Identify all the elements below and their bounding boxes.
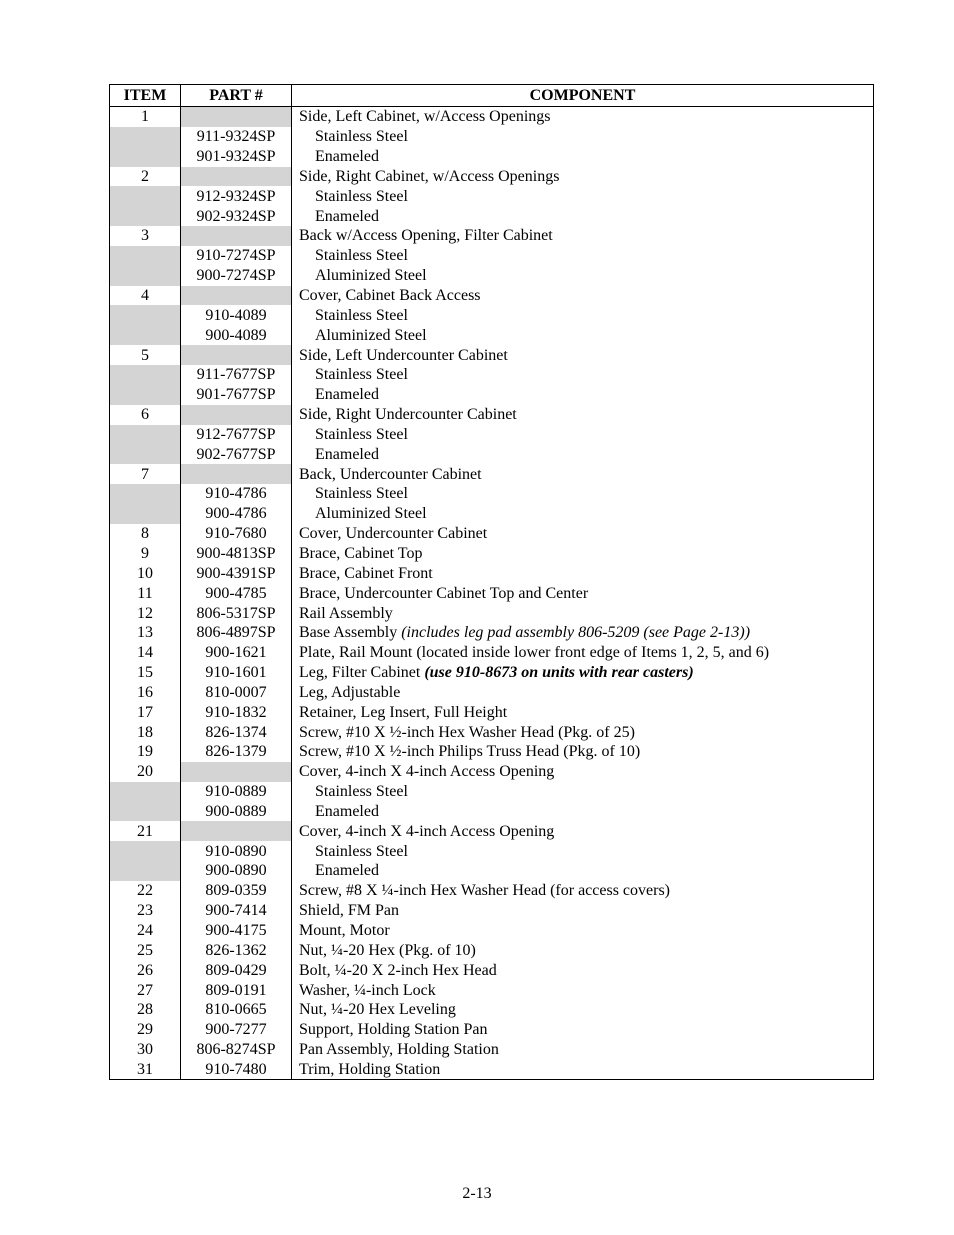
table-row: [110, 901, 874, 921]
item-number-cell: [110, 484, 181, 504]
component-cell: [292, 603, 874, 623]
part-number-cell: 910-0890: [181, 841, 292, 861]
item-number-cell: 27: [110, 980, 181, 1000]
component-text: Stainless Steel: [315, 187, 408, 205]
component-cell: [292, 1040, 874, 1060]
table-row: [110, 464, 874, 484]
component-cell: [292, 623, 874, 643]
item-number-cell: 3: [110, 226, 181, 246]
component-cell: [292, 405, 874, 425]
item-number-cell: 21: [110, 821, 181, 841]
component-cell: [292, 385, 874, 405]
table-row: [110, 246, 874, 266]
part-number-cell: [181, 286, 292, 306]
component-text: Screw, #10 X ½-inch Philips Truss Head (Pkg. of 10): [299, 743, 641, 761]
part-number-cell: 809-0359: [181, 881, 292, 901]
table-row: [110, 186, 874, 206]
part-number-cell: 806-4897SP: [181, 623, 292, 643]
component-text: Cover, Cabinet Back Access: [299, 287, 481, 305]
part-number-cell: 911-7677SP: [181, 365, 292, 385]
table-row: [110, 524, 874, 544]
component-cell: [292, 583, 874, 603]
component-text: Plate, Rail Mount (located inside lower front edge of Items 1, 2, 5, and 6): [299, 644, 770, 662]
component-text: Stainless Steel: [315, 842, 408, 860]
component-text: Side, Left Undercounter Cabinet: [299, 346, 508, 364]
component-text: Side, Left Cabinet, w/Access Openings: [299, 108, 551, 126]
part-number-cell: 901-7677SP: [181, 385, 292, 405]
table-row: [110, 365, 874, 385]
header-item: ITEM: [110, 85, 181, 107]
part-number-cell: 809-0429: [181, 960, 292, 980]
parts-table-body: [110, 107, 874, 1080]
part-number-cell: 911-9324SP: [181, 127, 292, 147]
item-number-cell: 11: [110, 583, 181, 603]
component-text: Cover, 4-inch X 4-inch Access Opening: [299, 822, 555, 840]
component-text: Screw, #10 X ½-inch Hex Washer Head (Pkg. of 25): [299, 723, 635, 741]
item-number-cell: 2: [110, 167, 181, 187]
part-number-cell: 900-0890: [181, 861, 292, 881]
page-number: 2-13: [462, 1185, 492, 1202]
table-row: [110, 821, 874, 841]
component-text: Enameled: [315, 802, 379, 820]
item-number-cell: [110, 365, 181, 385]
component-text: Aluminized Steel: [315, 267, 427, 285]
table-row: [110, 881, 874, 901]
component-text: Enameled: [315, 445, 379, 463]
component-text: Nut, ¼-20 Hex (Pkg. of 10): [299, 941, 476, 959]
component-text: Base Assembly: [299, 624, 402, 642]
part-number-cell: 910-0889: [181, 782, 292, 802]
item-number-cell: [110, 385, 181, 405]
item-number-cell: [110, 425, 181, 445]
component-text: Back w/Access Opening, Filter Cabinet: [299, 227, 553, 245]
table-header-row: [110, 85, 874, 107]
item-number-cell: [110, 147, 181, 167]
part-number-cell: 912-9324SP: [181, 186, 292, 206]
part-number-cell: 900-7277: [181, 1020, 292, 1040]
item-number-cell: 23: [110, 901, 181, 921]
component-text: Brace, Cabinet Top: [299, 544, 423, 562]
table-row: [110, 1000, 874, 1020]
table-row: [110, 345, 874, 365]
part-number-cell: 900-0889: [181, 802, 292, 822]
part-number-cell: 810-0007: [181, 682, 292, 702]
component-text: Mount, Motor: [299, 922, 390, 940]
item-number-cell: 29: [110, 1020, 181, 1040]
table-row: [110, 325, 874, 345]
table-row: [110, 861, 874, 881]
component-cell: [292, 980, 874, 1000]
part-number-cell: 826-1374: [181, 722, 292, 742]
component-text: Rail Assembly: [299, 604, 393, 622]
component-cell: [292, 960, 874, 980]
table-row: [110, 1060, 874, 1080]
component-cell: [292, 425, 874, 445]
part-number-cell: 901-9324SP: [181, 147, 292, 167]
item-number-cell: 4: [110, 286, 181, 306]
part-number-cell: 826-1379: [181, 742, 292, 762]
table-row: [110, 444, 874, 464]
component-text: Leg, Adjustable: [299, 683, 401, 701]
component-cell: [292, 544, 874, 564]
component-text: Stainless Steel: [315, 306, 408, 324]
part-number-cell: 806-8274SP: [181, 1040, 292, 1060]
table-row: [110, 425, 874, 445]
item-number-cell: 17: [110, 702, 181, 722]
table-row: [110, 782, 874, 802]
component-cell: [292, 782, 874, 802]
table-row: [110, 702, 874, 722]
component-text: Pan Assembly, Holding Station: [299, 1041, 499, 1059]
component-cell: [292, 504, 874, 524]
item-number-cell: 8: [110, 524, 181, 544]
item-number-cell: [110, 504, 181, 524]
component-cell: [292, 921, 874, 941]
part-number-cell: 826-1362: [181, 940, 292, 960]
table-row: [110, 802, 874, 822]
component-cell: [292, 484, 874, 504]
table-row: [110, 544, 874, 564]
item-number-cell: [110, 127, 181, 147]
table-row: [110, 960, 874, 980]
component-text: Stainless Steel: [315, 425, 408, 443]
item-number-cell: 12: [110, 603, 181, 623]
component-text: Stainless Steel: [315, 366, 408, 384]
table-row: [110, 603, 874, 623]
component-cell: [292, 861, 874, 881]
table-row: [110, 1040, 874, 1060]
component-cell: [292, 881, 874, 901]
item-number-cell: 22: [110, 881, 181, 901]
table-row: [110, 167, 874, 187]
component-text: Enameled: [315, 862, 379, 880]
part-number-cell: 912-7677SP: [181, 425, 292, 445]
header-component: COMPONENT: [292, 85, 874, 107]
part-number-cell: 806-5317SP: [181, 603, 292, 623]
table-row: [110, 921, 874, 941]
part-number-cell: [181, 464, 292, 484]
component-text: Stainless Steel: [315, 247, 408, 265]
component-cell: [292, 762, 874, 782]
item-number-cell: 26: [110, 960, 181, 980]
item-number-cell: 16: [110, 682, 181, 702]
component-text: Stainless Steel: [315, 485, 408, 503]
item-number-cell: [110, 861, 181, 881]
part-number-cell: [181, 345, 292, 365]
table-row: [110, 504, 874, 524]
component-text: Bolt, ¼-20 X 2-inch Hex Head: [299, 961, 497, 979]
part-number-cell: 902-7677SP: [181, 444, 292, 464]
component-cell: [292, 325, 874, 345]
part-number-cell: 910-4786: [181, 484, 292, 504]
component-text: Stainless Steel: [315, 128, 408, 146]
component-cell: [292, 821, 874, 841]
component-cell: [292, 940, 874, 960]
item-number-cell: 28: [110, 1000, 181, 1020]
component-text: Washer, ¼-inch Lock: [299, 981, 436, 999]
item-number-cell: [110, 444, 181, 464]
component-cell: [292, 682, 874, 702]
part-number-cell: [181, 167, 292, 187]
part-number-cell: [181, 405, 292, 425]
part-number-cell: 900-4089: [181, 325, 292, 345]
table-row: [110, 385, 874, 405]
item-number-cell: 30: [110, 1040, 181, 1060]
component-cell: [292, 266, 874, 286]
table-row: [110, 305, 874, 325]
part-number-cell: 910-1601: [181, 663, 292, 683]
component-cell: [292, 802, 874, 822]
table-row: [110, 742, 874, 762]
component-cell: [292, 1020, 874, 1040]
part-number-cell: 900-4813SP: [181, 544, 292, 564]
item-number-cell: 6: [110, 405, 181, 425]
item-number-cell: 25: [110, 940, 181, 960]
table-row: [110, 623, 874, 643]
component-cell: [292, 226, 874, 246]
item-number-cell: [110, 782, 181, 802]
component-text: Shield, FM Pan: [299, 902, 400, 920]
item-number-cell: 1: [110, 107, 181, 127]
table-row: [110, 980, 874, 1000]
item-number-cell: [110, 325, 181, 345]
item-number-cell: [110, 305, 181, 325]
table-row: [110, 682, 874, 702]
component-text: Stainless Steel: [315, 783, 408, 801]
table-row: [110, 841, 874, 861]
item-number-cell: 19: [110, 742, 181, 762]
part-number-cell: [181, 107, 292, 127]
part-number-cell: 902-9324SP: [181, 206, 292, 226]
component-text: Trim, Holding Station: [299, 1060, 441, 1078]
component-cell: [292, 742, 874, 762]
table-row: [110, 147, 874, 167]
component-cell: [292, 286, 874, 306]
component-cell: [292, 167, 874, 187]
component-cell: [292, 345, 874, 365]
component-text: Aluminized Steel: [315, 505, 427, 523]
table-row: [110, 722, 874, 742]
item-number-cell: 13: [110, 623, 181, 643]
parts-table: [109, 84, 874, 1080]
component-cell: [292, 702, 874, 722]
item-number-cell: 5: [110, 345, 181, 365]
part-number-cell: 900-4785: [181, 583, 292, 603]
component-cell: [292, 563, 874, 583]
table-row: [110, 127, 874, 147]
part-number-cell: 900-4786: [181, 504, 292, 524]
component-cell: [292, 663, 874, 683]
part-number-cell: 900-7274SP: [181, 266, 292, 286]
item-number-cell: 24: [110, 921, 181, 941]
table-row: [110, 286, 874, 306]
component-text: Screw, #8 X ¼-inch Hex Washer Head (for access covers): [299, 882, 671, 900]
component-cell: [292, 1000, 874, 1020]
table-row: [110, 663, 874, 683]
component-text: Side, Right Undercounter Cabinet: [299, 406, 517, 424]
component-text: Back, Undercounter Cabinet: [299, 465, 482, 483]
component-cell: [292, 186, 874, 206]
part-number-cell: 910-7480: [181, 1060, 292, 1080]
part-number-cell: 810-0665: [181, 1000, 292, 1020]
component-text: Brace, Cabinet Front: [299, 564, 433, 582]
component-text: Enameled: [315, 386, 379, 404]
component-text: Retainer, Leg Insert, Full Height: [299, 703, 508, 721]
table-row: [110, 563, 874, 583]
part-number-cell: 900-7414: [181, 901, 292, 921]
table-row: [110, 643, 874, 663]
component-text: Enameled: [315, 148, 379, 166]
component-text: Nut, ¼-20 Hex Leveling: [299, 1001, 456, 1019]
item-number-cell: [110, 802, 181, 822]
table-row: [110, 484, 874, 504]
table-row: [110, 940, 874, 960]
table-row: [110, 107, 874, 127]
component-text: Leg, Filter Cabinet: [299, 664, 425, 682]
table-row: [110, 762, 874, 782]
component-cell: [292, 127, 874, 147]
item-number-cell: 18: [110, 722, 181, 742]
header-part-number: PART #: [181, 85, 292, 107]
item-number-cell: [110, 246, 181, 266]
component-cell: [292, 206, 874, 226]
part-number-cell: 900-1621: [181, 643, 292, 663]
part-number-cell: 809-0191: [181, 980, 292, 1000]
component-text: Side, Right Cabinet, w/Access Openings: [299, 167, 560, 185]
component-cell: [292, 365, 874, 385]
component-text: Support, Holding Station Pan: [299, 1021, 488, 1039]
item-number-cell: 7: [110, 464, 181, 484]
component-note: (includes leg pad assembly 806-5209 (see Page 2-13)): [401, 624, 751, 642]
component-cell: [292, 1060, 874, 1080]
item-number-cell: 9: [110, 544, 181, 564]
component-text: Enameled: [315, 207, 379, 225]
component-text: Cover, 4-inch X 4-inch Access Opening: [299, 763, 555, 781]
table-row: [110, 405, 874, 425]
item-number-cell: 14: [110, 643, 181, 663]
component-cell: [292, 464, 874, 484]
part-number-cell: 910-7274SP: [181, 246, 292, 266]
component-cell: [292, 524, 874, 544]
table-row: [110, 1020, 874, 1040]
component-cell: [292, 841, 874, 861]
component-text: Cover, Undercounter Cabinet: [299, 525, 488, 543]
part-number-cell: [181, 762, 292, 782]
item-number-cell: [110, 186, 181, 206]
item-number-cell: [110, 266, 181, 286]
component-cell: [292, 246, 874, 266]
component-cell: [292, 444, 874, 464]
item-number-cell: 10: [110, 563, 181, 583]
part-number-cell: 900-4175: [181, 921, 292, 941]
component-cell: [292, 107, 874, 127]
component-cell: [292, 901, 874, 921]
table-row: [110, 266, 874, 286]
component-note: (use 910-8673 on units with rear casters): [424, 664, 694, 682]
part-number-cell: 910-4089: [181, 305, 292, 325]
component-text: Aluminized Steel: [315, 326, 427, 344]
part-number-cell: 910-7680: [181, 524, 292, 544]
component-cell: [292, 643, 874, 663]
part-number-cell: 910-1832: [181, 702, 292, 722]
component-text: Brace, Undercounter Cabinet Top and Center: [299, 584, 589, 602]
component-cell: [292, 305, 874, 325]
component-cell: [292, 147, 874, 167]
part-number-cell: [181, 821, 292, 841]
table-row: [110, 583, 874, 603]
item-number-cell: [110, 206, 181, 226]
item-number-cell: [110, 841, 181, 861]
item-number-cell: 31: [110, 1060, 181, 1080]
item-number-cell: 20: [110, 762, 181, 782]
component-cell: [292, 722, 874, 742]
table-row: [110, 206, 874, 226]
item-number-cell: 15: [110, 663, 181, 683]
part-number-cell: [181, 226, 292, 246]
table-row: [110, 226, 874, 246]
part-number-cell: 900-4391SP: [181, 563, 292, 583]
